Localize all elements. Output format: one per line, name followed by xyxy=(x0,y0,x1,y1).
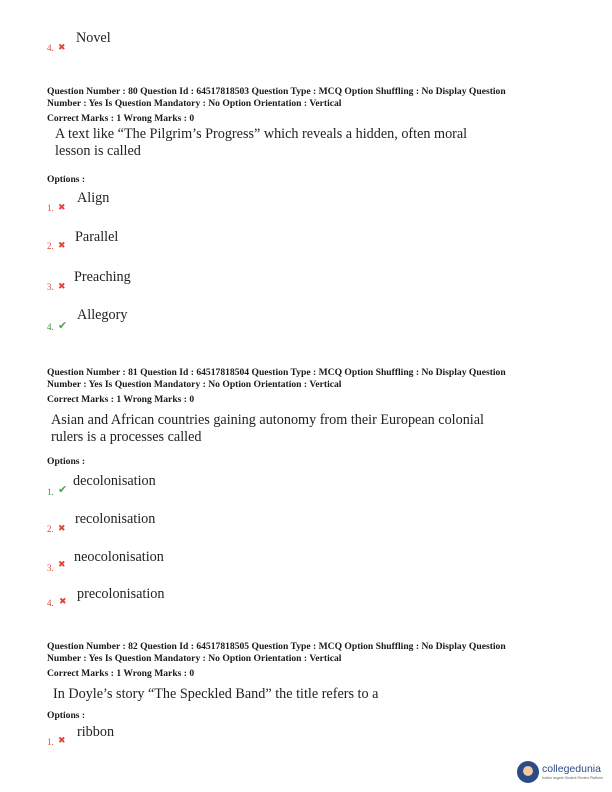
question-text xyxy=(51,412,521,446)
collegedunia-logo xyxy=(517,758,612,786)
option-text: Novel xyxy=(76,30,111,46)
option-text: precolonisation xyxy=(77,586,165,602)
correct-check-icon: ✔ xyxy=(58,484,68,496)
option-text: Allegory xyxy=(77,307,128,323)
option-1 xyxy=(47,190,247,214)
logo-tagline: India's largest Student Review Platform xyxy=(542,775,603,780)
wrong-mark-icon: ✖ xyxy=(58,281,66,291)
question-text-line: rulers is a processes called xyxy=(51,429,202,446)
question-marks: Correct Marks : 1 Wrong Marks : 0 xyxy=(47,394,195,405)
option-text: ribbon xyxy=(77,724,115,740)
option-3 xyxy=(47,269,247,293)
option-text: recolonisation xyxy=(75,511,156,527)
prev-option xyxy=(47,30,247,54)
wrong-mark-icon: ✖ xyxy=(58,240,66,250)
logo-name: collegedunia xyxy=(542,763,601,775)
option-number: 1. xyxy=(47,487,54,497)
option-2 xyxy=(47,511,247,535)
option-number: 1. xyxy=(47,203,54,213)
option-1 xyxy=(47,724,247,748)
wrong-mark-icon: ✖ xyxy=(58,523,66,533)
options-label: Options : xyxy=(47,456,86,467)
question-text-line: A text like “The Pilgrim’s Progress” which reveals a hidden, often moral xyxy=(55,126,468,142)
option-text: Parallel xyxy=(75,229,119,245)
question-meta-line: Number : Yes Is Question Mandatory : No Option Orientation : Vertical xyxy=(47,378,342,390)
question-meta xyxy=(47,367,567,390)
option-number: 4. xyxy=(47,598,54,608)
question-marks: Correct Marks : 1 Wrong Marks : 0 xyxy=(47,668,195,679)
wrong-mark-icon: ✖ xyxy=(58,735,66,745)
option-number: 3. xyxy=(47,282,54,292)
option-text: Align xyxy=(77,190,110,206)
option-number: 1. xyxy=(47,737,54,747)
wrong-mark-icon: ✖ xyxy=(59,596,67,606)
question-text xyxy=(55,126,525,160)
mascot-icon xyxy=(517,761,539,783)
option-number: 3. xyxy=(47,563,54,573)
option-number: 2. xyxy=(47,241,54,251)
question-text-line: In Doyle’s story “The Speckled Band” the title refers to a xyxy=(53,686,379,702)
options-label: Options : xyxy=(47,174,86,185)
question-text-line: Asian and African countries gaining autonomy from their European colonial xyxy=(51,412,484,428)
option-3 xyxy=(47,549,247,573)
wrong-mark-icon: ✖ xyxy=(58,42,66,52)
question-meta-line: Number : Yes Is Question Mandatory : No Option Orientation : Vertical xyxy=(47,652,342,664)
option-number: 2. xyxy=(47,524,54,534)
wrong-mark-icon: ✖ xyxy=(58,202,66,212)
option-4 xyxy=(47,307,247,333)
option-number: 4. xyxy=(47,43,54,53)
logo-text xyxy=(542,764,603,780)
question-meta xyxy=(47,641,567,664)
option-text: decolonisation xyxy=(73,473,156,489)
question-meta-line: Question Number : 82 Question Id : 64517818505 Question Type : MCQ Option Shuffling : No Display Question xyxy=(47,641,506,652)
question-text xyxy=(53,686,523,703)
correct-check-icon: ✔ xyxy=(58,320,68,332)
option-text: neocolonisation xyxy=(74,549,164,565)
option-4 xyxy=(47,586,247,610)
question-meta xyxy=(47,86,567,109)
option-2 xyxy=(47,229,247,253)
question-meta-line: Question Number : 81 Question Id : 64517818504 Question Type : MCQ Option Shuffling : No Display Question xyxy=(47,367,506,378)
option-1 xyxy=(47,473,247,499)
option-number: 4. xyxy=(47,322,54,332)
question-meta-line: Number : Yes Is Question Mandatory : No Option Orientation : Vertical xyxy=(47,97,342,109)
option-text: Preaching xyxy=(74,269,131,285)
question-marks: Correct Marks : 1 Wrong Marks : 0 xyxy=(47,113,195,124)
question-meta-line: Question Number : 80 Question Id : 64517818503 Question Type : MCQ Option Shuffling : No Display Question xyxy=(47,86,506,97)
wrong-mark-icon: ✖ xyxy=(58,559,66,569)
options-label: Options : xyxy=(47,710,86,721)
question-text-line: lesson is called xyxy=(55,143,141,160)
